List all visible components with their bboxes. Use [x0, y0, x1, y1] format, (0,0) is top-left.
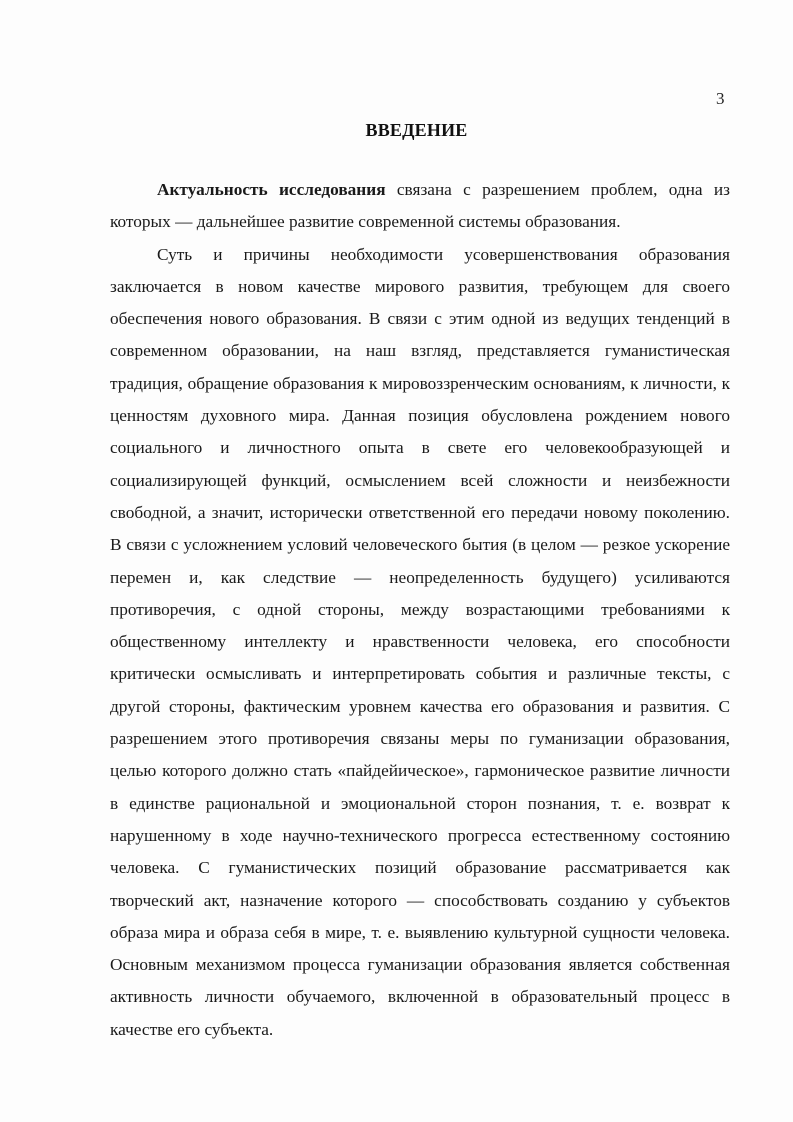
page-number: 3	[716, 89, 725, 108]
document-body	[110, 174, 730, 1046]
paragraph-lead-bold: Актуальность исследования	[157, 180, 386, 199]
paragraph-text: связана с разрешением проблем, одна из которых — дальнейшее развитие современной системы образования.	[110, 180, 730, 232]
paragraph-relevance	[110, 174, 730, 239]
paragraph-reasons: Суть и причины необходимости усовершенствования образования заключается в новом качестве мирового развития, требующем для своего обеспечения нового образования. В связи с этим одной из ведущих тенденций в современном образовании, на наш взгляд, представляется гуманистическая традиция, обращение образования к мировоззренческим основаниям, к личности, к ценностям духовного мира. Данная позиция обусловлена рождением нового социального и личностного опыта в свете его человекообразующей и социализирующей функций, осмыслением всей сложности и неизбежности свободной, а значит, исторически ответственной его передачи новому поколению. В связи с усложнением условий человеческого бытия (в целом — резкое ускорение перемен и, как следствие — неопределенность будущего) усиливаются противоречия, с одной стороны, между возрастающими требованиями к общественному интеллекту и нравственности человека, его способности критически осмысливать и интерпретировать события и различные тексты, с другой стороны, фактическим уровнем качества его образования и развития. С разрешением этого противоречия связаны меры по гуманизации образования, целью которого должно стать «пайдейическое», гармоническое развитие личности в единстве рациональной и эмоциональной сторон познания, т. е. возврат к нарушенному в ходе научно-технического прогресса естественному состоянию человека. С гуманистических позиций образование рассматривается как творческий акт, назначение которого — способствовать созданию у субъектов образа мира и образа себя в мире, т. е. выявлению культурной сущности человека. Основным механизмом процесса гуманизации образования является собственная активность личности обучаемого, включенной в образовательный процесс в качестве его субъекта.	[110, 244, 730, 1039]
page-title: ВВЕДЕНИЕ	[365, 120, 468, 140]
